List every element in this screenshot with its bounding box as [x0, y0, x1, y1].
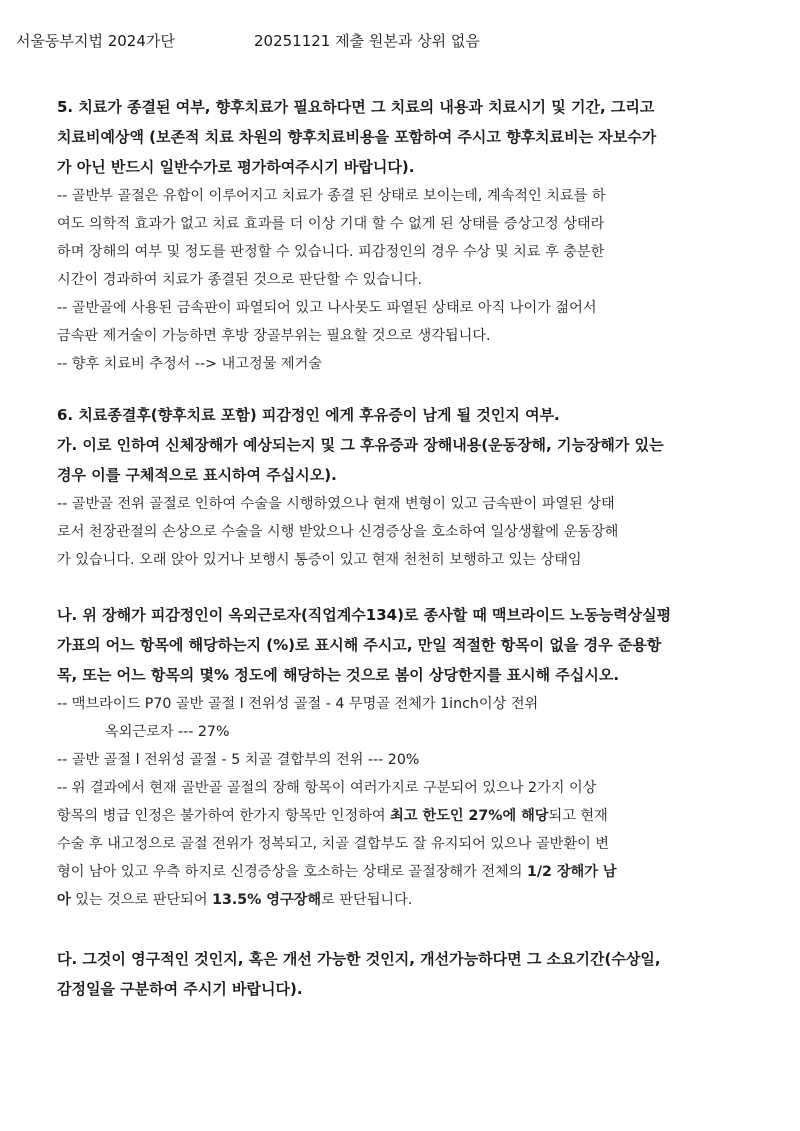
- answer-5-line: 시간이 경과하여 치료가 종결된 것으로 판단할 수 있습니다.: [57, 272, 423, 288]
- answer-6-ga: [57, 490, 757, 574]
- emphasis-max-27: 최고 한도인 27%에 해당: [390, 808, 549, 824]
- page-header: [16, 30, 480, 51]
- text-span: 형이 남아 있고 우측 하지로 신경증상을 호소하는 상태로 골절장해가 전체의: [57, 864, 527, 880]
- question-6-na-line: 가표의 어느 항목에 해당하는지 (%)로 표시해 주시고, 만일 적절한 항목이 없을 경우 준용항: [57, 636, 662, 654]
- question-5: [57, 92, 757, 182]
- question-5-line: 가 아닌 반드시 일반수가로 평가하여주시기 바랍니다).: [57, 158, 415, 176]
- answer-6-na-line: [57, 802, 757, 830]
- text-span: 항목의 병급 인정은 불가하여 한가지 항목만 인정하여: [57, 808, 391, 824]
- answer-5-line: 금속판 제거술이 가능하면 후방 장골부위는 필요할 것으로 생각됩니다.: [57, 328, 491, 344]
- answer-5-line: -- 골반부 골절은 유합이 이루어지고 치료가 종결 된 상태로 보이는데, 계속적인 치료를 하: [57, 188, 606, 204]
- answer-6-na-line: -- 맥브라이드 P70 골반 골절 l 전위성 골절 - 4 무명골 전체가 1inch이상 전위: [57, 696, 539, 712]
- emphasis-half-disability: 1/2 장해가 남: [526, 864, 617, 880]
- answer-6-na-line: -- 위 결과에서 현재 골반골 골절의 장해 항목이 여러가지로 구분되어 있으나 2가지 이상: [57, 780, 597, 796]
- answer-5-line: 하며 장해의 여부 및 정도를 판정할 수 있습니다. 피감정인의 경우 수상 및 치료 후 충분한: [57, 244, 605, 260]
- question-6-ga: [57, 430, 757, 490]
- answer-6-na-line: 수술 후 내고정으로 골절 전위가 정복되고, 치골 결합부도 잘 유지되어 있으나 골반환이 변: [57, 836, 610, 852]
- question-6-da: [57, 944, 757, 1004]
- answer-6-na-line: [57, 858, 757, 886]
- answer-6-na-line: [57, 886, 757, 914]
- answer-5-line: 여도 의학적 효과가 없고 치료 효과를 더 이상 기대 할 수 없게 된 상태를 증상고정 상태라: [57, 216, 605, 232]
- court-case-label: 서울동부지법 2024가단: [16, 32, 175, 50]
- text-span: 있는 것으로 판단되어: [70, 892, 213, 908]
- question-6-ga-line: 경우 이를 구체적으로 표시하여 주십시오).: [57, 466, 337, 484]
- question-5-line: 5. 치료가 종결된 여부, 향후치료가 필요하다면 그 치료의 내용과 치료시기 및 기간, 그리고: [57, 98, 655, 116]
- question-6-ga-line: 가. 이로 인하여 신체장해가 예상되는지 및 그 후유증과 장해내용(운동장해, 기능장해가 있는: [57, 436, 664, 454]
- question-6-da-line: 감정일을 구분하여 주시기 바랍니다).: [57, 980, 303, 998]
- text-span: 되고 현재: [548, 808, 608, 824]
- answer-5-line: -- 향후 치료비 추정서 --> 내고정물 제거술: [57, 356, 323, 372]
- answer-6-ga-line: 가 있습니다. 오래 앉아 있거나 보행시 통증이 있고 현재 천천히 보행하고 있는 상태임: [57, 552, 582, 568]
- answer-6-na-line: 옥외근로자 --- 27%: [105, 724, 230, 740]
- submission-stamp: 20251121 제출 원본과 상위 없음: [254, 32, 480, 50]
- question-6-na-line: 나. 위 장해가 피감정인이 옥외근로자(직업계수134)로 종사할 때 맥브라이드 노동능력상실평: [57, 606, 672, 624]
- question-6-title: 6. 치료종결후(향후치료 포함) 피감정인 에게 후유증이 남게 될 것인지 여부.: [57, 406, 560, 424]
- answer-6-ga-line: -- 골반골 전위 골절로 인하여 수술을 시행하였으나 현재 변형이 있고 금속판이 파열된 상태: [57, 496, 615, 512]
- question-5-line: 치료비예상액 (보존적 치료 차원의 향후치료비용을 포함하여 주시고 향후치료비는 자보수가: [57, 128, 657, 146]
- answer-6-na: [57, 690, 757, 914]
- answer-6-na-line: -- 골반 골절 l 전위성 골절 - 5 치골 결합부의 전위 --- 20%: [57, 752, 420, 768]
- answer-6-ga-line: 로서 천장관절의 손상으로 수술을 시행 받았으나 신경증상을 호소하여 일상생활에 운동장해: [57, 524, 619, 540]
- question-6-na: [57, 600, 757, 690]
- answer-5-line: -- 골반골에 사용된 금속판이 파열되어 있고 나사못도 파열된 상태로 아직 나이가 젊어서: [57, 300, 597, 316]
- text-span: 로 판단됩니다.: [321, 892, 413, 908]
- question-6-da-line: 다. 그것이 영구적인 것인지, 혹은 개선 가능한 것인지, 개선가능하다면 그 소요기간(수상일,: [57, 950, 661, 968]
- answer-5: [57, 182, 757, 378]
- emphasis-half-disability-cont: 아: [57, 892, 71, 908]
- emphasis-permanent-13-5: 13.5% 영구장해: [212, 892, 322, 908]
- question-6-na-line: 목, 또는 어느 항목의 몇% 정도에 해당하는 것으로 봄이 상당한지를 표시해 주십시오.: [57, 666, 620, 684]
- document-body: [57, 92, 757, 1004]
